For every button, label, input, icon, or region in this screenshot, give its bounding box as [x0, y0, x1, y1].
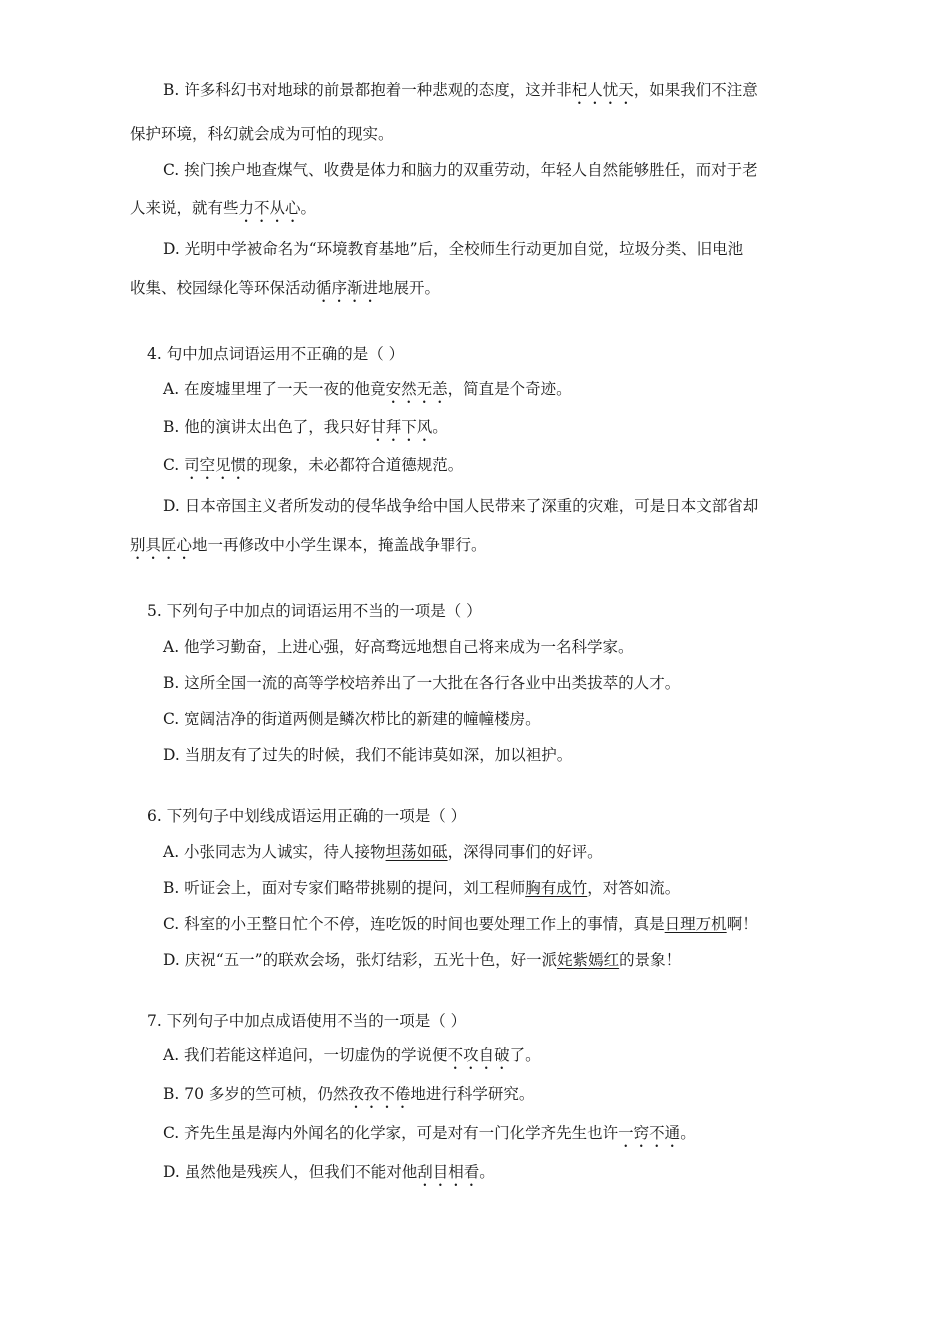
q3-option-d-line2	[130, 278, 440, 306]
underlined-phrase: 坦荡如砥	[385, 843, 448, 861]
q6-option-c	[163, 914, 758, 934]
q4-option-a	[163, 379, 572, 407]
text: 。	[680, 1124, 696, 1142]
dotted-phrase: 司空见惯	[184, 456, 247, 474]
text: 地一再修改中小学生课本，掩盖战争罪行。	[192, 536, 487, 554]
text: 了。	[509, 1046, 541, 1064]
text: 人来说，就有些	[130, 199, 239, 217]
q7-option-c	[163, 1123, 696, 1151]
text: B. 他的演讲太出色了，我只好	[163, 418, 371, 436]
q3-option-c-line1: C. 挨门挨户地查煤气、收费是体力和脑力的双重劳动，年轻人自然能够胜任，而对于老	[163, 161, 758, 179]
text: 。	[300, 199, 317, 217]
text: C.	[163, 456, 185, 474]
text: 的现象，未必都符合道德规范。	[246, 456, 464, 474]
text: B. 许多科幻书对地球的前景都抱着一种悲观的态度，这并非	[163, 81, 572, 99]
q6-option-b	[163, 878, 680, 898]
q5-option-d: D. 当朋友有了过失的时候，我们不能讳莫如深，加以袒护。	[163, 746, 573, 764]
q5-stem: 5. 下列句子中加点的词语运用不当的一项是（ ）	[147, 602, 482, 620]
dotted-phrase: 安然无恙	[385, 380, 448, 398]
q4-option-d-line1: D. 日本帝国主义者所发动的侵华战争给中国人民带来了深重的灾难，可是日本文部省却	[163, 497, 759, 515]
q5-option-c: C. 宽阔洁净的街道两侧是鳞次栉比的新建的幢幢楼房。	[163, 710, 541, 728]
text: D. 庆祝“五一”的联欢会场，张灯结彩，五光十色，好一派	[163, 951, 558, 969]
underlined-phrase: 姹紫嫣红	[557, 951, 620, 969]
text: B. 听证会上，面对专家们略带挑剔的提问，刘工程师	[163, 879, 526, 897]
text: 收集、校园绿化等环保活动	[130, 279, 317, 297]
q3-option-d-line1: D. 光明中学被命名为“环境教育基地”后，全校师生行动更加自觉，垃圾分类、旧电池	[163, 240, 744, 258]
q5-option-b: B. 这所全国一流的高等学校培养出了一大批在各行各业中出类拔萃的人才。	[163, 674, 681, 692]
dotted-phrase: 孜孜不倦	[348, 1085, 411, 1103]
text: 。	[432, 418, 448, 436]
text: 的景象！	[619, 951, 682, 969]
q7-stem: 7. 下列句子中加点成语使用不当的一项是（ ）	[147, 1012, 467, 1030]
underlined-phrase: 胸有成竹	[525, 879, 588, 897]
q4-option-b	[163, 417, 448, 445]
text: ，简直是个奇迹。	[447, 380, 572, 398]
dotted-phrase: 不攻自破	[447, 1046, 510, 1064]
q7-option-d	[163, 1162, 495, 1190]
text: 。	[479, 1163, 495, 1181]
text: A. 我们若能这样追问，一切虚伪的学说便	[163, 1046, 448, 1064]
q4-option-c	[163, 455, 463, 483]
q4-option-d-line2	[130, 535, 487, 563]
underlined-phrase: 日理万机	[664, 915, 727, 933]
dotted-phrase: 循序渐进	[316, 279, 379, 297]
text: 地展开。	[378, 279, 441, 297]
q5-option-a: A. 他学习勤奋，上进心强，好高骛远地想自己将来成为一名科学家。	[163, 638, 634, 656]
dotted-phrase: 甘拜下风	[370, 418, 433, 436]
text: D. 虽然他是残疾人，但我们不能对他	[163, 1163, 418, 1181]
q6-stem: 6. 下列句子中划线成语运用正确的一项是（ ）	[147, 807, 467, 825]
text: A. 在废墟里埋了一天一夜的他竟	[163, 380, 386, 398]
text: B. 70 多岁的竺可桢，仍然	[163, 1085, 349, 1103]
text: ，对答如流。	[587, 879, 681, 897]
text: A. 小张同志为人诚实，待人接物	[163, 843, 386, 861]
q6-option-d	[163, 950, 681, 970]
text: C. 科室的小王整日忙个不停，连吃饭的时间也要处理工作上的事情，真是	[163, 915, 665, 933]
dotted-phrase: 别具匠心	[130, 536, 193, 554]
q3-option-c-line2	[130, 198, 316, 226]
dotted-phrase: 一窍不通	[618, 1124, 681, 1142]
q6-option-a	[163, 842, 603, 862]
q7-option-a	[163, 1045, 541, 1073]
text: 啊！	[726, 915, 758, 933]
text: C. 齐先生虽是海内外闻名的化学家，可是对有一门化学齐先生也许	[163, 1124, 619, 1142]
q4-stem: 4. 句中加点词语运用不正确的是（ ）	[147, 345, 405, 363]
dotted-phrase: 杞人忧天	[571, 81, 634, 99]
dotted-phrase: 力不从心	[238, 199, 301, 217]
dotted-phrase: 刮目相看	[417, 1163, 480, 1181]
q3-option-b-line2: 保护环境，科幻就会成为可怕的现实。	[130, 125, 394, 143]
text: ，深得同事们的好评。	[447, 843, 603, 861]
text: ，如果我们不注意	[633, 81, 758, 99]
q7-option-b	[163, 1084, 534, 1112]
text: 地进行科学研究。	[410, 1085, 535, 1103]
q3-option-b-line1	[163, 80, 758, 108]
